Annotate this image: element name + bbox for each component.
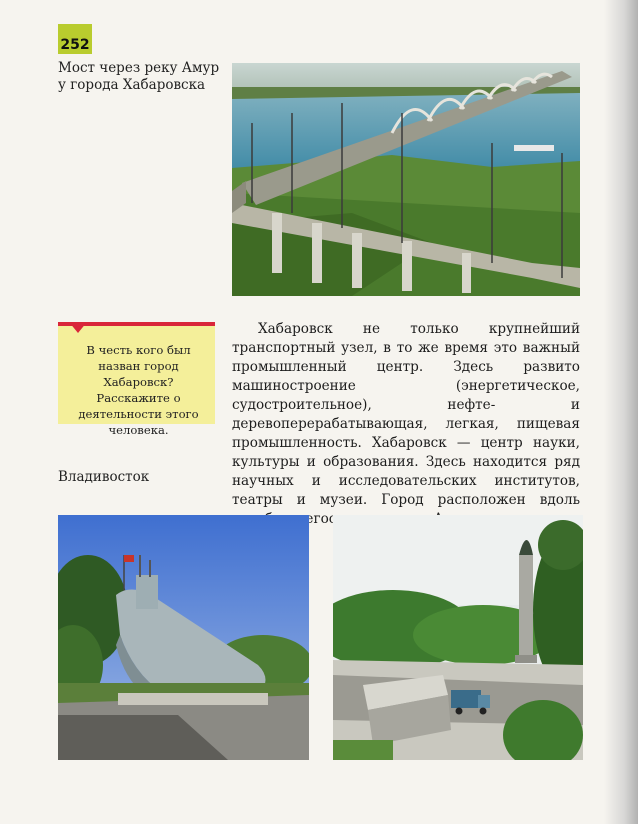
vladivostok-caption: Владивосток (58, 469, 150, 485)
bridge-caption (58, 60, 223, 94)
article-paragraph: Хабаровск не только крупнейший транспортный узел, в то же время это важный промышленный центр. Здесь развито машиностроение (энергетическое, судостроительное), нефте- и деревоперерабатывающая, легкая, пищевая промышленность. Хабаровск — центр науки, культуры и образования. Здесь находится ряд научных и исследовательских институтов, театры и музеи. Город расположен вдоль (232, 321, 580, 508)
submarine-memorial-photo (58, 515, 309, 760)
page-number: 252 (58, 24, 92, 54)
question-marker-icon (69, 322, 87, 333)
question-text: В честь кого был назван город Хабаровск? Расскажите о деятельности этого человека. (78, 343, 199, 437)
page-edge-shadow (604, 0, 638, 824)
monument-photo (333, 515, 583, 760)
bridge-caption-line1: Мост через реку Амур (58, 60, 220, 76)
amur-bridge-photo (232, 63, 580, 296)
bridge-caption-line2: у города Хабаровска (58, 77, 206, 93)
